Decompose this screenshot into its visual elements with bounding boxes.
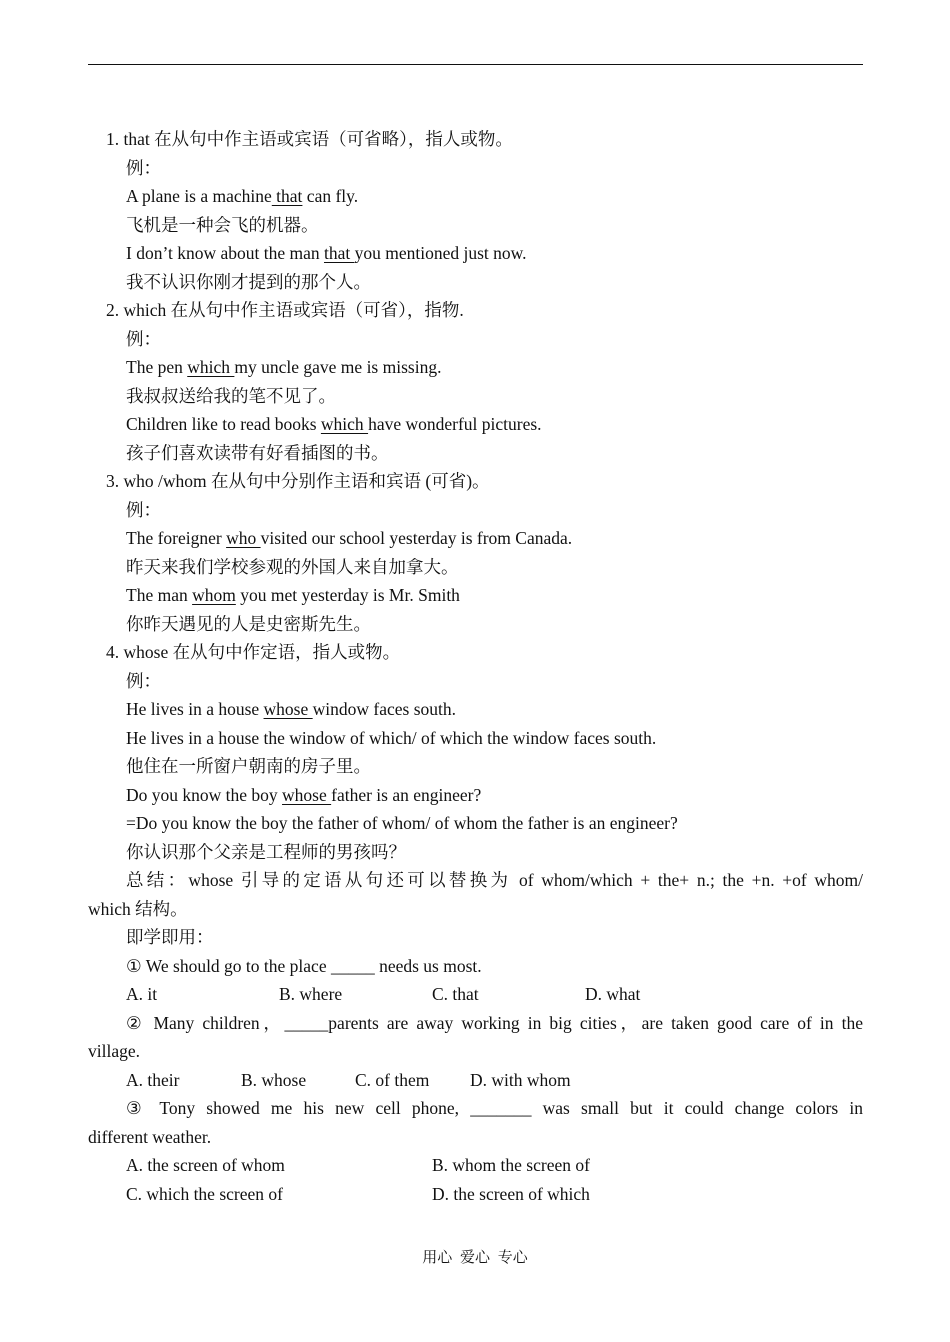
option-a: A. their	[126, 1069, 180, 1090]
example-translation: 你昨天遇见的人是史密斯先生。	[126, 613, 371, 634]
example-alternative: =Do you know the boy the father of whom/ of whom the father is an engineer?	[126, 813, 678, 833]
example-label: 例：	[126, 328, 161, 349]
sentence-text: The pen	[126, 357, 188, 377]
option-c: C. of them	[355, 1069, 430, 1090]
sentence-text: The foreigner	[126, 528, 227, 548]
question-3-stem: different weather.	[88, 1126, 212, 1147]
example-translation: 飞机是一种会飞的机器。	[126, 214, 319, 235]
option-c: C. that	[432, 984, 479, 1004]
question-1-options	[88, 980, 863, 1009]
example-translation: 你认识那个父亲是工程师的男孩吗？	[126, 841, 406, 862]
header-rule	[88, 64, 863, 65]
option-c: C. which the screen of	[126, 1183, 283, 1204]
example-translation: 孩子们喜欢读带有好看插图的书。	[126, 442, 389, 463]
option-b: B. whom the screen of	[432, 1155, 590, 1175]
option-d: D. what	[585, 984, 641, 1004]
document-body	[88, 125, 863, 1208]
option-d: D. with whom	[470, 1069, 571, 1090]
relative-pronoun: which	[187, 357, 235, 377]
example-sentence	[88, 695, 863, 724]
example-sentence	[88, 353, 863, 382]
example-sentence	[88, 410, 863, 439]
practice-label: 即学即用：	[126, 927, 214, 947]
example-sentence	[88, 239, 863, 268]
example-sentence	[88, 182, 863, 211]
example-sentence	[88, 581, 863, 610]
question-3-options	[88, 1151, 863, 1180]
summary-line: which 结构。	[88, 898, 188, 919]
item-1-heading: 1. that 在从句中作主语或宾语（可省略），指人或物。	[106, 129, 513, 149]
option-b: B. whose	[241, 1069, 307, 1090]
example-label: 例：	[126, 157, 161, 178]
relative-pronoun: whom	[192, 585, 236, 605]
relative-pronoun: that	[323, 243, 355, 263]
sentence-text: you mentioned just now.	[354, 243, 527, 263]
item-4-heading: 4. whose 在从句中作定语，指人或物。	[106, 642, 401, 662]
example-translation: 他住在一所窗户朝南的房子里。	[126, 756, 371, 776]
option-b: B. where	[279, 984, 343, 1004]
relative-pronoun: who	[226, 528, 261, 548]
sentence-text: Do you know the boy	[126, 784, 283, 805]
option-a: A. it	[126, 984, 158, 1004]
example-alternative: He lives in a house the window of which/ of which the window faces south.	[126, 727, 657, 748]
sentence-text: Children like to read books	[126, 414, 321, 434]
example-translation: 昨天来我们学校参观的外国人来自加拿大。	[126, 556, 459, 577]
question-1-stem: ① We should go to the place _____ needs us most.	[126, 955, 482, 976]
relative-pronoun: whose	[263, 699, 313, 719]
item-2-heading: 2. which 在从句中作主语或宾语（可省），指物.	[106, 300, 464, 320]
question-3-options	[88, 1180, 863, 1209]
sentence-text: He lives in a house	[126, 699, 264, 719]
sentence-text: have wonderful pictures.	[368, 414, 542, 434]
question-2-stem: village.	[88, 1041, 140, 1061]
question-3-stem: ③ Tony showed me his new cell phone, _______ was small but it could change colors in	[126, 1098, 863, 1118]
sentence-text: can fly.	[302, 186, 359, 206]
example-translation: 我叔叔送给我的笔不见了。	[126, 385, 336, 406]
example-label: 例：	[126, 499, 161, 520]
question-2-options	[88, 1066, 863, 1095]
example-translation: 我不认识你刚才提到的那个人。	[126, 271, 371, 292]
relative-pronoun: whose	[282, 784, 332, 805]
sentence-text: you met yesterday is Mr. Smith	[235, 585, 460, 605]
sentence-text: window faces south.	[312, 699, 457, 719]
example-sentence	[88, 781, 863, 810]
sentence-text: A plane is a machine	[126, 186, 272, 206]
sentence-text: I don’t know about the man	[126, 243, 324, 263]
option-d: D. the screen of which	[432, 1183, 590, 1204]
summary-line: 总结：whose 引导的定语从句还可以替换为 of whom/which + the+ n.; the +n. +of whom/	[126, 870, 863, 890]
option-a: A. the screen of whom	[126, 1155, 285, 1175]
sentence-text: The man	[126, 585, 193, 605]
sentence-text: my uncle gave me is missing.	[234, 357, 442, 377]
question-2-stem: ② Many children，_____parents are away working in big cities，are taken good care of in the	[126, 1012, 863, 1033]
example-label: 例：	[126, 670, 161, 691]
sentence-text: visited our school yesterday is from Canada.	[260, 528, 573, 548]
item-3-heading: 3. who /whom 在从句中分别作主语和宾语 (可省)。	[106, 471, 490, 491]
sentence-text: father is an engineer?	[331, 784, 482, 805]
relative-pronoun: that	[271, 186, 303, 206]
page-footer: 用心 爱心 专心	[422, 1250, 528, 1266]
relative-pronoun: which	[320, 414, 369, 434]
example-sentence	[88, 524, 863, 553]
